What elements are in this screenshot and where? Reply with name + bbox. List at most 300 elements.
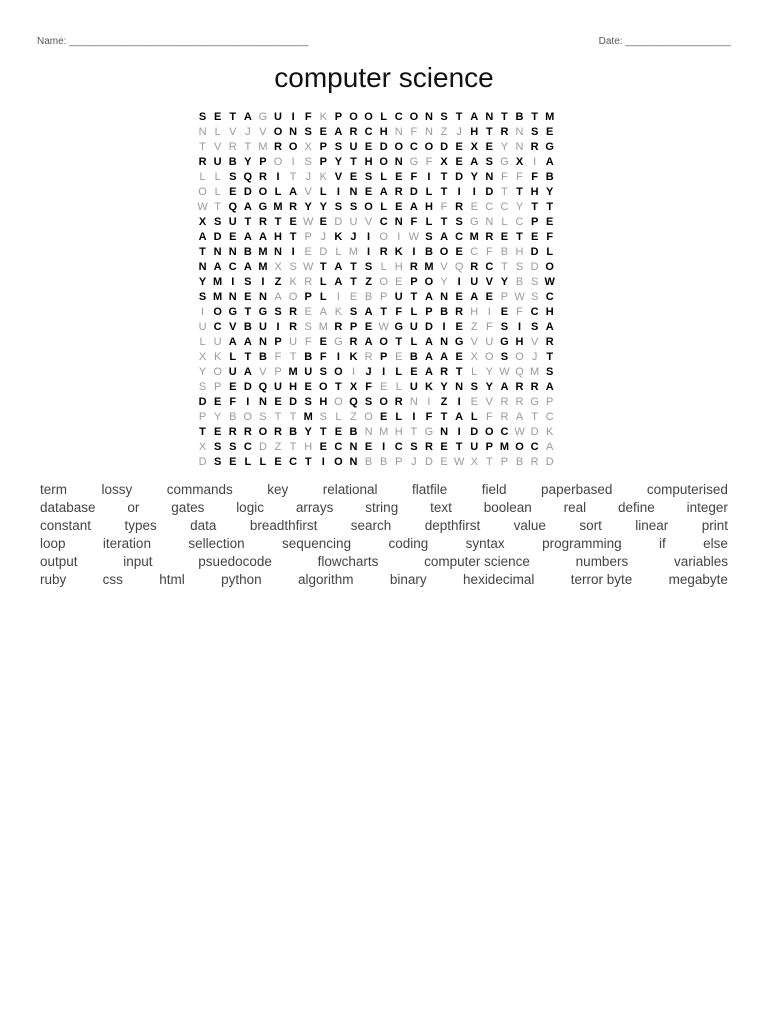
grid-letter: D xyxy=(455,171,464,183)
grid-letter: I xyxy=(457,396,461,408)
grid-letter: P xyxy=(410,276,418,288)
grid-letter: S xyxy=(274,306,282,318)
grid-letter: G xyxy=(469,216,479,228)
grid-letter: T xyxy=(440,171,448,183)
grid-letter: T xyxy=(485,456,493,468)
grid-row xyxy=(195,318,557,333)
grid-letter: K xyxy=(289,276,297,288)
grid-letter: T xyxy=(516,231,523,243)
grid-letter: N xyxy=(258,291,267,303)
grid-letter: I xyxy=(517,321,522,333)
grid-letter: E xyxy=(395,351,403,363)
grid-letter: N xyxy=(455,381,464,393)
grid-letter: H xyxy=(515,246,524,258)
grid-letter: E xyxy=(229,381,237,393)
grid-row xyxy=(195,228,557,243)
grid-letter: A xyxy=(213,261,222,273)
grid-letter: L xyxy=(214,126,221,138)
grid-letter: Y xyxy=(198,276,207,288)
grid-letter: E xyxy=(304,381,312,393)
grid-row xyxy=(195,408,557,423)
grid-letter: C xyxy=(394,441,403,453)
grid-letter: S xyxy=(304,321,312,333)
grid-letter: C xyxy=(394,111,403,123)
grid-letter: P xyxy=(319,141,327,153)
grid-letter: V xyxy=(259,366,267,378)
word-list-row xyxy=(26,535,742,553)
grid-letter: O xyxy=(258,426,268,438)
grid-letter: E xyxy=(546,216,554,228)
grid-letter: R xyxy=(470,261,479,273)
grid-letter: I xyxy=(231,276,235,288)
grid-letter: S xyxy=(289,261,297,273)
grid-letter: V xyxy=(229,126,237,138)
grid-letter: G xyxy=(258,111,268,123)
grid-letter: U xyxy=(213,156,222,168)
grid-letter: T xyxy=(410,426,418,438)
grid-letter: O xyxy=(424,276,434,288)
grid-letter: M xyxy=(258,141,268,153)
grid-letter: I xyxy=(487,306,491,318)
grid-letter: O xyxy=(258,186,268,198)
grid-row xyxy=(195,273,557,288)
grid-letter: I xyxy=(367,231,371,243)
grid-letter: A xyxy=(228,336,237,348)
grid-letter: E xyxy=(455,156,463,168)
grid-letter: N xyxy=(213,246,222,258)
word-list-item: psuedocode xyxy=(198,554,272,569)
grid-letter: V xyxy=(470,336,478,348)
grid-letter: N xyxy=(289,126,298,138)
grid-letter: E xyxy=(395,171,403,183)
grid-letter: L xyxy=(546,246,554,258)
grid-letter: R xyxy=(500,126,509,138)
grid-letter: A xyxy=(319,306,327,318)
grid-letter: L xyxy=(199,171,206,183)
word-list-item: real xyxy=(563,500,587,515)
grid-letter: E xyxy=(395,201,403,213)
grid-letter: Z xyxy=(350,411,357,423)
word-list-item: css xyxy=(102,572,123,587)
grid-letter: D xyxy=(213,231,222,243)
grid-letter: A xyxy=(243,261,252,273)
grid-letter: U xyxy=(349,141,358,153)
grid-letter: I xyxy=(457,426,461,438)
grid-letter: S xyxy=(304,396,312,408)
grid-letter: D xyxy=(545,456,554,468)
grid-letter: O xyxy=(379,336,388,348)
word-list-item: key xyxy=(267,482,289,497)
grid-letter: L xyxy=(335,246,342,258)
grid-letter: H xyxy=(394,261,403,273)
grid-letter: E xyxy=(440,456,448,468)
grid-letter: O xyxy=(334,396,343,408)
grid-letter: S xyxy=(213,216,222,228)
grid-letter: K xyxy=(334,231,343,243)
grid-letter: E xyxy=(470,396,478,408)
grid-letter: S xyxy=(470,381,478,393)
grid-letter: R xyxy=(530,141,539,153)
grid-row xyxy=(195,453,557,468)
grid-letter: Y xyxy=(440,381,448,393)
grid-letter: F xyxy=(410,171,418,183)
grid-letter: L xyxy=(470,411,478,423)
grid-letter: H xyxy=(364,156,373,168)
grid-letter: E xyxy=(485,291,493,303)
grid-letter: N xyxy=(228,246,237,258)
grid-letter: D xyxy=(198,396,207,408)
grid-letter: W xyxy=(303,216,314,228)
grid-letter: W xyxy=(303,261,314,273)
grid-letter: S xyxy=(229,171,237,183)
grid-letter: T xyxy=(289,411,297,423)
grid-letter: T xyxy=(289,171,297,183)
grid-letter: F xyxy=(229,396,237,408)
grid-letter: X xyxy=(274,261,282,273)
grid-row xyxy=(195,108,557,123)
grid-letter: L xyxy=(410,306,418,318)
grid-letter: B xyxy=(440,306,449,318)
grid-letter: A xyxy=(409,201,418,213)
grid-letter: O xyxy=(485,351,494,363)
grid-letter: I xyxy=(427,396,431,408)
grid-letter: S xyxy=(334,141,343,153)
grid-letter: K xyxy=(319,171,327,183)
grid-letter: T xyxy=(244,141,252,153)
grid-letter: F xyxy=(440,201,448,213)
grid-letter: R xyxy=(258,171,267,183)
grid-letter: D xyxy=(289,396,298,408)
grid-letter: O xyxy=(379,396,388,408)
grid-letter: K xyxy=(394,246,403,258)
grid-letter: M xyxy=(258,261,268,273)
grid-letter: E xyxy=(500,306,509,318)
grid-letter: J xyxy=(350,231,357,243)
grid-letter: A xyxy=(379,186,388,198)
grid-letter: A xyxy=(243,201,252,213)
grid-letter: A xyxy=(243,231,252,243)
grid-letter: N xyxy=(349,441,358,453)
grid-letter: P xyxy=(334,111,343,123)
grid-letter: W xyxy=(514,426,525,438)
grid-letter: E xyxy=(530,231,539,243)
grid-letter: I xyxy=(427,171,431,183)
grid-letter: V xyxy=(440,261,448,273)
grid-letter: S xyxy=(530,276,539,288)
grid-letter: N xyxy=(198,261,207,273)
grid-letter: F xyxy=(516,306,523,318)
grid-letter: I xyxy=(457,186,461,198)
grid-letter: S xyxy=(259,411,267,423)
grid-letter: S xyxy=(500,351,509,363)
grid-letter: O xyxy=(409,111,419,123)
grid-letter: V xyxy=(334,171,343,183)
grid-letter: Z xyxy=(365,276,372,288)
grid-letter: M xyxy=(469,231,479,243)
grid-letter: P xyxy=(500,291,509,303)
word-list-item: hexidecimal xyxy=(463,572,535,587)
grid-letter: N xyxy=(198,126,207,138)
grid-letter: G xyxy=(530,396,539,408)
grid-letter: B xyxy=(289,426,298,438)
grid-letter: X xyxy=(515,156,524,168)
grid-letter: V xyxy=(304,186,312,198)
grid-letter: F xyxy=(410,216,418,228)
grid-letter: E xyxy=(470,201,478,213)
grid-letter: L xyxy=(274,186,282,198)
grid-letter: H xyxy=(304,441,313,453)
grid-letter: H xyxy=(424,201,433,213)
grid-letter: T xyxy=(350,276,357,288)
word-list-item: lossy xyxy=(101,482,133,497)
grid-letter: B xyxy=(545,171,554,183)
word-list xyxy=(26,481,742,589)
grid-letter: B xyxy=(304,351,313,363)
grid-row xyxy=(195,288,557,303)
grid-letter: F xyxy=(501,171,508,183)
grid-letter: E xyxy=(213,396,222,408)
grid-letter: N xyxy=(409,396,418,408)
grid-letter: H xyxy=(545,306,554,318)
grid-letter: R xyxy=(455,201,464,213)
grid-letter: Z xyxy=(274,276,282,288)
word-list-item: input xyxy=(123,554,153,569)
grid-letter: G xyxy=(228,306,238,318)
word-list-item: computerised xyxy=(646,482,728,497)
word-list-item: else xyxy=(703,536,728,551)
grid-letter: R xyxy=(349,126,358,138)
grid-letter: E xyxy=(213,426,222,438)
grid-letter: X xyxy=(198,351,207,363)
grid-letter: I xyxy=(201,306,205,318)
grid-letter: A xyxy=(500,381,509,393)
grid-letter: O xyxy=(273,126,283,138)
grid-letter: R xyxy=(394,186,403,198)
grid-letter: R xyxy=(289,201,298,213)
grid-letter: T xyxy=(304,456,312,468)
word-list-item: computer science xyxy=(424,554,530,569)
grid-letter: T xyxy=(350,156,357,168)
grid-letter: Q xyxy=(454,261,464,273)
grid-letter: S xyxy=(546,366,554,378)
grid-letter: E xyxy=(244,291,252,303)
grid-letter: I xyxy=(442,321,446,333)
grid-letter: E xyxy=(213,111,222,123)
grid-letter: Y xyxy=(515,201,524,213)
grid-letter: O xyxy=(198,186,207,198)
grid-letter: U xyxy=(228,366,237,378)
grid-letter: G xyxy=(394,321,404,333)
grid-letter: Z xyxy=(440,396,448,408)
grid-letter: U xyxy=(274,111,282,123)
grid-letter: I xyxy=(246,396,250,408)
grid-letter: V xyxy=(530,336,539,348)
grid-letter: O xyxy=(545,261,554,273)
grid-letter: C xyxy=(455,231,464,243)
grid-letter: O xyxy=(394,141,404,153)
word-list-item: loop xyxy=(40,536,66,551)
grid-letter: E xyxy=(319,441,327,453)
grid-letter: O xyxy=(515,441,524,453)
word-list-item: variables xyxy=(673,554,728,569)
word-list-item: boolean xyxy=(483,500,532,515)
word-list-item: output xyxy=(40,554,78,569)
grid-letter: U xyxy=(258,321,267,333)
grid-letter: E xyxy=(229,456,237,468)
grid-letter: I xyxy=(367,246,371,258)
grid-letter: Y xyxy=(500,141,509,153)
grid-letter: E xyxy=(274,456,282,468)
grid-letter: X xyxy=(349,381,358,393)
grid-letter: N xyxy=(485,171,494,183)
grid-letter: K xyxy=(349,351,358,363)
grid-letter: E xyxy=(455,351,463,363)
grid-letter: D xyxy=(530,261,539,273)
word-list-item: numbers xyxy=(575,554,629,569)
grid-letter: M xyxy=(379,426,389,438)
grid-letter: B xyxy=(228,156,237,168)
grid-row xyxy=(195,198,557,213)
word-list-item: if xyxy=(659,536,666,551)
word-list-item: search xyxy=(350,518,392,533)
grid-letter: A xyxy=(334,126,343,138)
grid-letter: B xyxy=(500,246,509,258)
grid-letter: T xyxy=(531,111,538,123)
grid-letter: U xyxy=(470,441,479,453)
grid-letter: T xyxy=(244,216,252,228)
grid-row xyxy=(195,303,557,318)
grid-letter: D xyxy=(243,186,252,198)
grid-letter: N xyxy=(228,291,237,303)
grid-letter: X xyxy=(198,441,207,453)
grid-letter: S xyxy=(349,201,358,213)
grid-letter: T xyxy=(485,126,493,138)
word-list-item: field xyxy=(481,482,507,497)
grid-letter: H xyxy=(379,126,388,138)
word-list-item: python xyxy=(221,572,262,587)
grid-letter: L xyxy=(214,186,221,198)
grid-letter: C xyxy=(530,306,539,318)
grid-letter: N xyxy=(349,186,358,198)
grid-letter: M xyxy=(348,246,359,258)
grid-letter: I xyxy=(261,276,265,288)
grid-row xyxy=(195,348,557,363)
grid-letter: T xyxy=(289,231,297,243)
grid-letter: T xyxy=(244,351,252,363)
grid-letter: S xyxy=(515,261,524,273)
grid-row xyxy=(195,243,557,258)
grid-letter: E xyxy=(319,336,327,348)
grid-letter: B xyxy=(515,276,524,288)
grid-letter: S xyxy=(500,321,509,333)
grid-letter: A xyxy=(470,291,479,303)
grid-letter: S xyxy=(425,231,433,243)
grid-letter: Y xyxy=(485,366,493,378)
grid-letter: P xyxy=(274,366,282,378)
grid-letter: M xyxy=(530,366,540,378)
grid-letter: C xyxy=(243,441,252,453)
grid-letter: M xyxy=(273,201,283,213)
grid-letter: F xyxy=(395,306,403,318)
grid-letter: A xyxy=(198,231,207,243)
grid-letter: F xyxy=(274,351,282,363)
grid-letter: E xyxy=(455,246,463,258)
grid-letter: F xyxy=(304,336,312,348)
grid-letter: T xyxy=(531,411,538,423)
grid-letter: U xyxy=(470,276,479,288)
grid-letter: T xyxy=(214,201,221,213)
grid-letter: O xyxy=(334,366,343,378)
grid-letter: R xyxy=(228,141,237,153)
grid-letter: M xyxy=(424,261,434,273)
grid-letter: A xyxy=(424,366,433,378)
grid-letter: I xyxy=(276,321,280,333)
grid-letter: Y xyxy=(304,201,312,213)
grid-letter: L xyxy=(319,276,327,288)
word-list-item: sellection xyxy=(188,536,245,551)
grid-letter: H xyxy=(515,336,524,348)
grid-letter: R xyxy=(500,396,509,408)
grid-letter: J xyxy=(365,366,372,378)
grid-letter: T xyxy=(516,186,523,198)
grid-letter: A xyxy=(455,411,464,423)
grid-letter: L xyxy=(395,381,402,393)
grid-letter: L xyxy=(244,456,252,468)
grid-letter: T xyxy=(501,111,508,123)
grid-letter: F xyxy=(425,156,433,168)
grid-letter: L xyxy=(425,186,433,198)
grid-letter: I xyxy=(336,291,340,303)
grid-letter: Z xyxy=(440,126,448,138)
grid-letter: G xyxy=(500,336,509,348)
grid-letter: X xyxy=(304,141,312,153)
grid-letter: T xyxy=(455,441,463,453)
grid-letter: X xyxy=(440,156,448,168)
word-list-item: data xyxy=(190,518,217,533)
word-list-item: syntax xyxy=(465,536,505,551)
grid-letter: L xyxy=(425,216,433,228)
grid-letter: N xyxy=(440,291,449,303)
grid-letter: P xyxy=(530,216,539,228)
grid-letter: A xyxy=(545,381,554,393)
grid-letter: R xyxy=(515,381,524,393)
grid-letter: G xyxy=(454,336,464,348)
grid-letter: Y xyxy=(485,381,493,393)
grid-letter: U xyxy=(394,291,403,303)
grid-letter: N xyxy=(515,126,524,138)
grid-letter: V xyxy=(485,396,493,408)
grid-letter: B xyxy=(515,111,524,123)
grid-letter: P xyxy=(259,156,267,168)
grid-letter: I xyxy=(336,351,340,363)
grid-letter: L xyxy=(199,336,206,348)
grid-letter: B xyxy=(364,456,373,468)
grid-letter: S xyxy=(334,201,343,213)
grid-letter: F xyxy=(531,171,538,183)
grid-letter: E xyxy=(229,231,237,243)
word-list-item: or xyxy=(127,500,140,515)
grid-letter: Z xyxy=(470,321,478,333)
grid-letter: Y xyxy=(500,276,509,288)
grid-letter: T xyxy=(319,261,327,273)
grid-letter: E xyxy=(546,126,554,138)
word-list-row xyxy=(26,481,742,499)
grid-letter: M xyxy=(288,366,298,378)
grid-letter: R xyxy=(274,426,282,438)
grid-letter: R xyxy=(243,426,252,438)
grid-letter: O xyxy=(334,456,343,468)
grid-letter: I xyxy=(321,456,325,468)
